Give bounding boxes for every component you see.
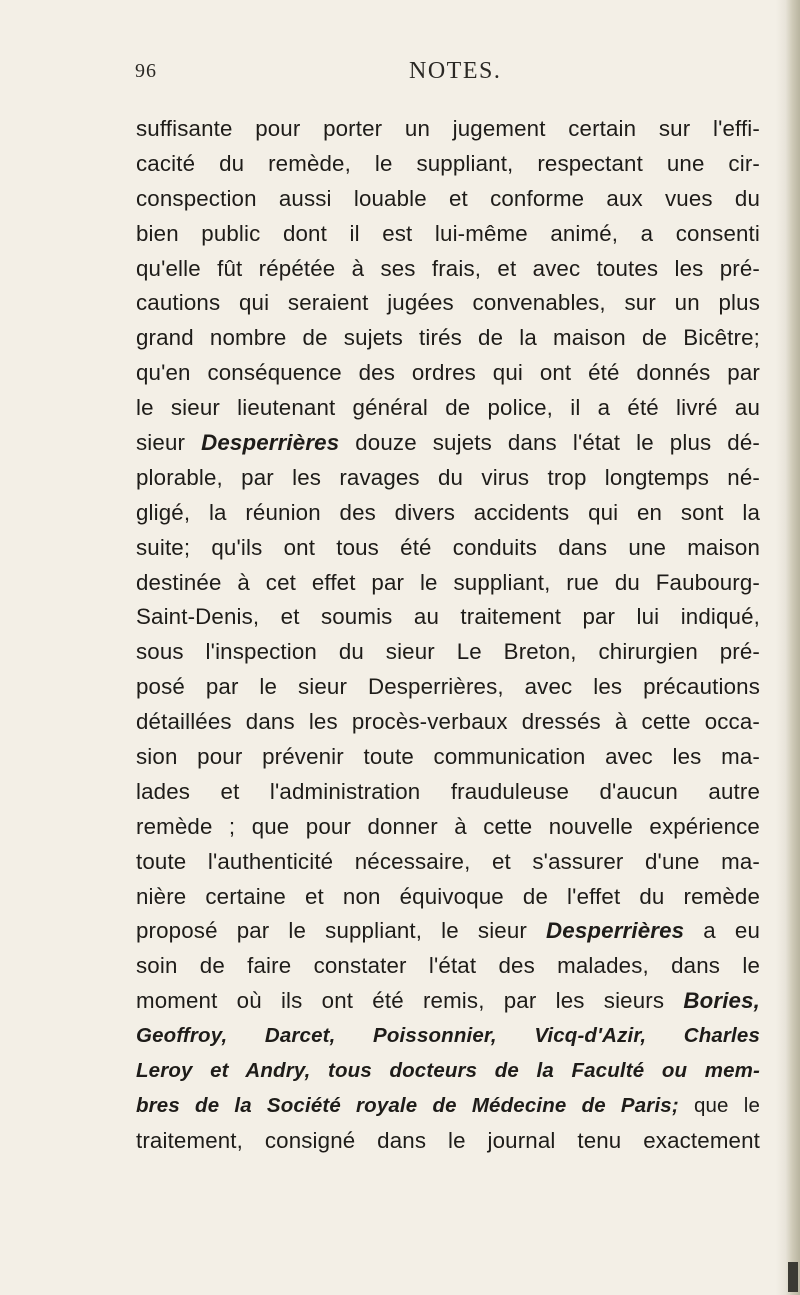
text-segment: qu'en conséquence des ordres qui ont été donnés par [136, 360, 760, 386]
text-line [136, 496, 760, 531]
text-segment: qu'elle fût répétée à ses frais, et avec toutes les pré- [136, 255, 760, 281]
text-segment: destinée à cet effet par le suppliant, rue du Faubourg- [136, 569, 760, 595]
text-line [136, 880, 760, 915]
text-segment: détaillées dans les procès-verbaux dressés à cette occa- [136, 709, 760, 735]
text-segment: moment où ils ont été remis, par les sieurs [136, 988, 684, 1014]
text-line [136, 705, 760, 740]
text-line [136, 1124, 760, 1159]
text-line [136, 635, 760, 670]
text-segment: lades et l'administration frauduleuse d'aucun autre [136, 778, 760, 804]
text-segment: proposé par le suppliant, le sieur [136, 918, 547, 944]
text-line [136, 391, 760, 426]
text-segment: suffisante pour porter un jugement certain sur l'effi- [136, 116, 760, 141]
text-line [136, 147, 760, 182]
text-line [136, 740, 760, 775]
text-line [136, 810, 760, 845]
text-line [136, 217, 760, 252]
text-line [136, 914, 760, 949]
text-line [136, 775, 760, 810]
text-segment: gligé, la réunion des divers accidents qui en sont la [136, 499, 760, 525]
text-line [136, 426, 760, 461]
text-segment: bien public dont il est lui-même animé, a consenti [136, 220, 760, 246]
text-segment: a eu [684, 918, 760, 944]
binding-mark [788, 1262, 798, 1292]
text-line [136, 670, 760, 705]
text-line [136, 566, 760, 601]
page-edge-shadow [786, 0, 800, 1295]
text-line [136, 984, 760, 1019]
italic-segment: bres de la Société royale de Médecine de Paris; [136, 1093, 679, 1117]
italic-segment: Geoffroy, Darcet, Poissonnier, Vicq-d'Azir, Charles [136, 1024, 760, 1048]
text-segment: que le [678, 1093, 760, 1117]
text-segment: plorable, par les ravages du virus trop longtemps né- [136, 464, 760, 490]
text-segment: suite; qu'ils ont tous été conduits dans une maison [136, 534, 760, 560]
text-segment: sous l'inspection du sieur Le Breton, chirurgien pré- [136, 639, 760, 665]
text-segment: sieur [136, 430, 202, 456]
text-segment: soin de faire constater l'état des malades, dans le [136, 953, 760, 979]
italic-segment: Desperrières [201, 430, 340, 456]
running-head: NOTES. [409, 58, 502, 84]
text-segment: sion pour prévenir toute communication avec les ma- [136, 744, 760, 770]
page-number: 96 [135, 60, 157, 82]
text-segment: conspection aussi louable et conforme aux vues du [136, 185, 760, 211]
text-line [136, 252, 760, 287]
text-segment: cautions qui seraient jugées convenables, sur un plus [136, 290, 760, 316]
text-line [136, 949, 760, 984]
text-line [136, 1019, 760, 1054]
italic-segment: Desperrières [546, 918, 685, 944]
text-line [136, 1054, 760, 1089]
italic-segment: Leroy et Andry, tous docteurs de la Faculté ou mem- [136, 1059, 760, 1083]
text-segment: traitement, consigné dans le journal tenu exactement [136, 1127, 760, 1153]
page-header [0, 52, 800, 92]
italic-segment: Bories, [683, 988, 760, 1014]
text-line [136, 531, 760, 566]
text-line [136, 461, 760, 496]
text-line [136, 356, 760, 391]
text-segment: douze sujets dans l'état le plus dé- [339, 430, 760, 456]
text-line [136, 286, 760, 321]
text-segment: remède ; que pour donner à cette nouvelle expérience [136, 813, 760, 839]
text-line [136, 1089, 760, 1124]
text-segment: le sieur lieutenant général de police, il a été livré au [136, 395, 760, 421]
text-segment: toute l'authenticité nécessaire, et s'assurer d'une ma- [136, 848, 760, 874]
text-line [136, 112, 760, 147]
text-segment: Saint-Denis, et soumis au traitement par lui indiqué, [136, 604, 760, 630]
text-line [136, 182, 760, 217]
text-segment: posé par le sieur Desperrières, avec les précautions [136, 674, 760, 700]
text-segment: nière certaine et non équivoque de l'effet du remède [136, 883, 760, 909]
text-segment: grand nombre de sujets tirés de la maison de Bicêtre; [136, 325, 760, 351]
text-line [136, 600, 760, 635]
text-line [136, 845, 760, 880]
text-line [136, 321, 760, 356]
body-text [136, 112, 760, 1159]
text-segment: cacité du remède, le suppliant, respectant une cir- [136, 150, 760, 176]
